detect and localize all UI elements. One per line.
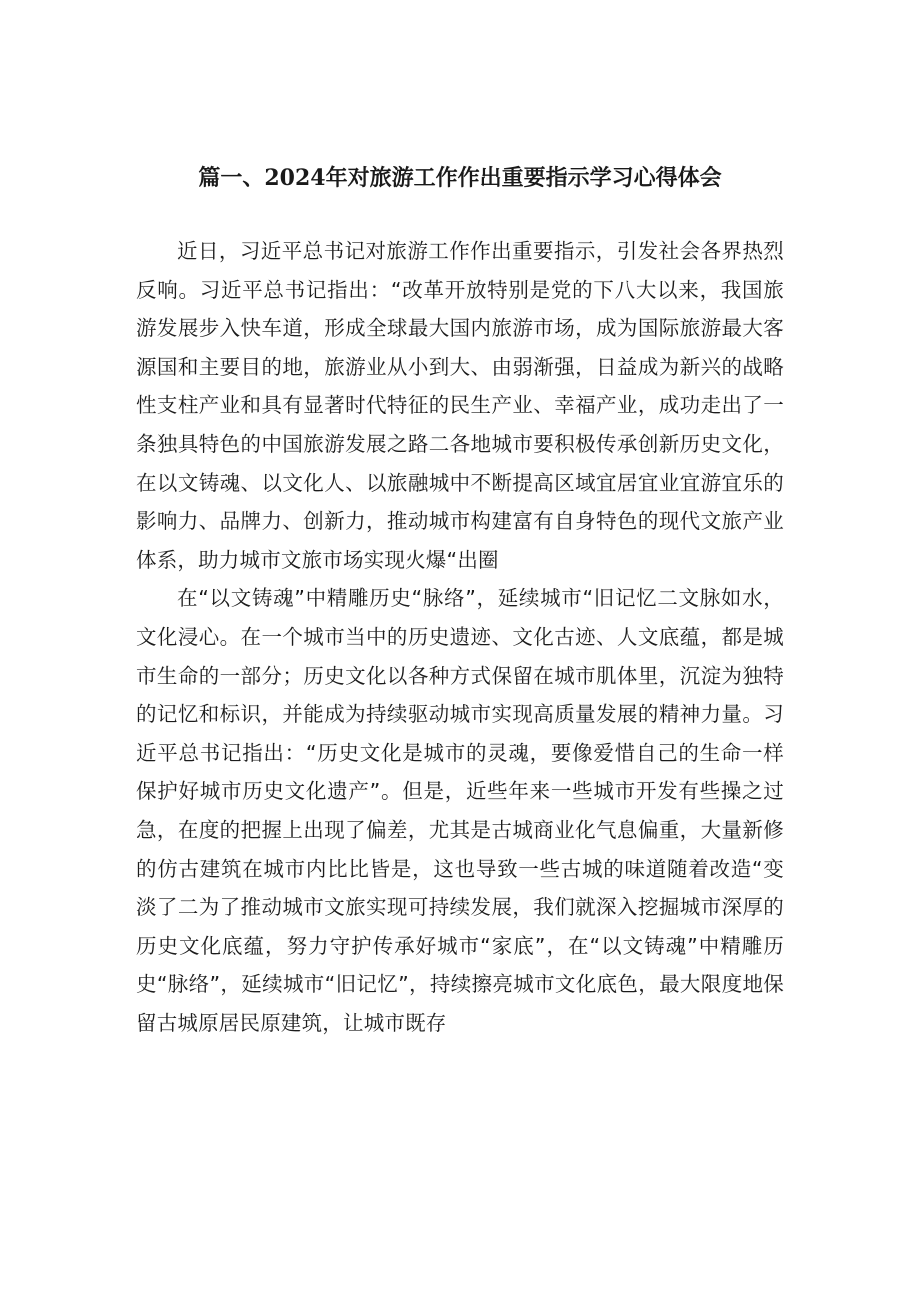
paragraph-history: 在“以文铸魂”中精雕历史“脉络”，延续城市“旧记忆二文脉如水，文化浸心。在一个城市当中的历史遗迹、文化古迹、人文底蕴，都是城市生命的一部分；历史文化以各种方式保留在城市肌体里，沉淀为独特的记忆和标识，并能成为持续驱动城市实现高质量发展的精神力量。习近平总书记指出：“历史文化是城市的灵魂，要像爱惜自己的生命一样保护好城市历史文化遗产”。但是，近些年来一些城市开发有些操之过急，在度的把握上出现了偏差，尤其是古城商业化气息偏重，大量新修的仿古建筑在城市内比比皆是，这也导致一些古城的味道随着改造“变淡了二为了推动城市文旅实现可持续发展，我们就深入挖掘城市深厚的历史文化底蕴，努力守护传承好城市“家底”，在“以文铸魂”中精雕历史“脉络”，延续城市“旧记忆”，持续擦亮城市文化底色，最大限度地保留古城原居民原建筑，让城市既存: [136, 586, 784, 1035]
paragraph-intro: 近日，习近平总书记对旅游工作作出重要指示，引发社会各界热烈反响。习近平总书记指出：“改革开放特别是党的下八大以来，我国旅游发展步入快车道，形成全球最大国内旅游市场，成为国际旅游最大客源国和主要目的地，旅游业从小到大、由弱渐强，日益成为新兴的战略性支柱产业和具有显著时代特征的民生产业、幸福产业，成功走出了一条独具特色的中国旅游发展之路二各地城市要积极传承创新历史文化，在以文铸魂、以文化人、以旅融城中不断提高区域宜居宜业宜游宜乐的影响力、品牌力、创新力，推动城市构建富有自身特色的现代文旅产业体系，助力城市文旅市场实现火爆“出圈: [136, 239, 784, 572]
document-body: [136, 232, 784, 1042]
document-title: 篇一、2024年对旅游工作作出重要指示学习心得体会: [198, 165, 722, 191]
